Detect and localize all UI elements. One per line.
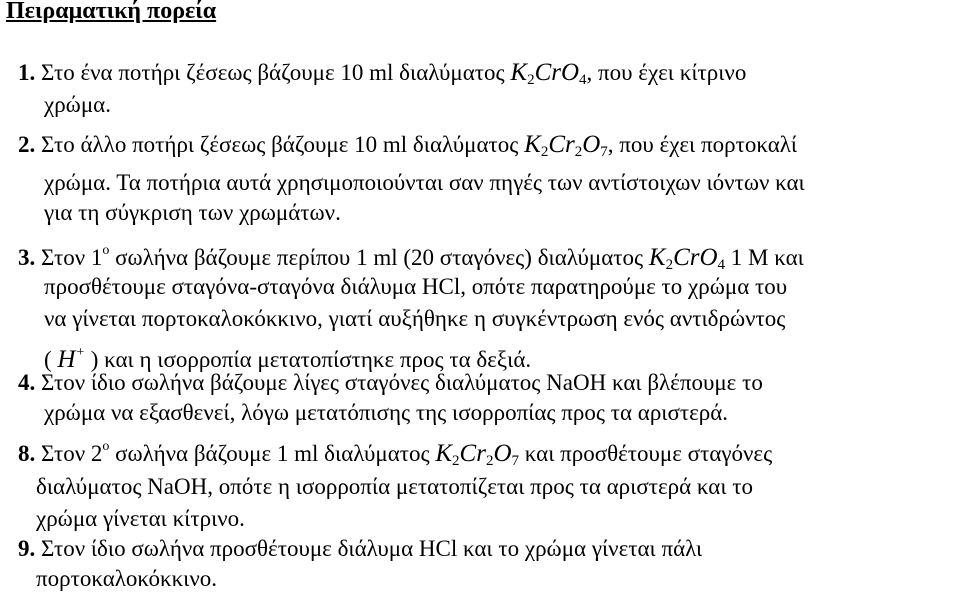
- step-number: 4.: [18, 370, 36, 395]
- step-text: και προσθέτουμε σταγόνες: [519, 441, 773, 466]
- hydrogen-ion: H+: [57, 345, 85, 373]
- step-9-line-2: πορτοκαλοκόκκινο.: [36, 566, 218, 591]
- step-number: 2.: [18, 132, 36, 157]
- step-3-line-3: να γίνεται πορτοκαλοκόκκινο, γιατί αυξήθηκε η συγκέντρωση ενός αντιδρώντος: [44, 306, 786, 331]
- formula-k2cr2o7: $K_2Cr_2O_7$: [435, 440, 520, 469]
- step-4-line-2: χρώμα να εξασθενεί, λόγω μετατόπισης της ισορροπίας προς τα αριστερά.: [44, 400, 729, 425]
- step-3-line-4: ( H+ ) και η ισορροπία μετατοπίστηκε προς τα δεξιά.: [44, 345, 532, 373]
- step-1-line-1: [18, 58, 746, 95]
- step-2-line-3: για τη σύγκριση των χρωμάτων.: [44, 200, 341, 225]
- ordinal-superscript: ο: [102, 439, 110, 454]
- step-4-line-1: [18, 368, 763, 398]
- step-3-line-2: προσθέτουμε σταγόνα-σταγόνα διάλυμα HCl, οπότε παρατηρούμε το χρώμα του: [44, 274, 788, 299]
- step-number: 9.: [18, 536, 36, 561]
- step-text: σωλήνα βάζουμε 1 ml διαλύματος: [109, 441, 436, 466]
- step-number: 8.: [18, 441, 36, 466]
- step-8-line-3: χρώμα γίνεται κίτρινο.: [36, 506, 245, 531]
- step-number: 3.: [18, 245, 36, 270]
- formula-k2cro4: $K_2CrO_4$: [648, 244, 726, 273]
- step-8-line-1: [18, 432, 772, 476]
- ordinal-superscript: ο: [102, 243, 110, 258]
- step-text: Στον 1: [41, 245, 103, 270]
- step-2-line-2: χρώμα. Τα ποτήρια αυτά χρησιμοποιούνται σαν πηγές των αντίστοιχων ιόντων και: [44, 170, 805, 195]
- step-text: , που έχει κίτρινο: [586, 60, 747, 85]
- page-title: Πειραματική πορεία: [6, 0, 217, 24]
- step-2-line-1: [18, 130, 797, 167]
- step-text: 1 M και: [725, 245, 804, 270]
- step-number: 1.: [18, 60, 36, 85]
- step-text: , που έχει πορτοκαλί: [607, 132, 798, 157]
- step-text: Στον ίδιο σωλήνα προσθέτουμε διάλυμα HCl και το χρώμα γίνεται πάλι: [41, 536, 703, 561]
- step-text: Στο ένα ποτήρι ζέσεως βάζουμε 10 ml διαλύματος: [41, 60, 511, 85]
- step-9-line-1: [18, 534, 702, 564]
- formula-k2cr2o7: $K_2Cr_2O_7$: [524, 131, 608, 160]
- step-text: Στο άλλο ποτήρι ζέσεως βάζουμε 10 ml διαλύματος: [41, 132, 525, 157]
- step-text: Στον ίδιο σωλήνα βάζουμε λίγες σταγόνες διαλύματος NaOH και βλέπουμε το: [41, 370, 763, 395]
- step-text: Στον 2: [41, 441, 103, 466]
- step-1-line-2: χρώμα.: [44, 92, 111, 117]
- step-8-line-2: διαλύματος NaOH, οπότε η ισορροπία μετατοπίζεται προς τα αριστερά και το: [36, 474, 754, 499]
- formula-k2cro4: $K_2CrO_4$: [510, 59, 587, 88]
- step-text: σωλήνα βάζουμε περίπου 1 ml (20 σταγόνες) διαλύματος: [109, 245, 649, 270]
